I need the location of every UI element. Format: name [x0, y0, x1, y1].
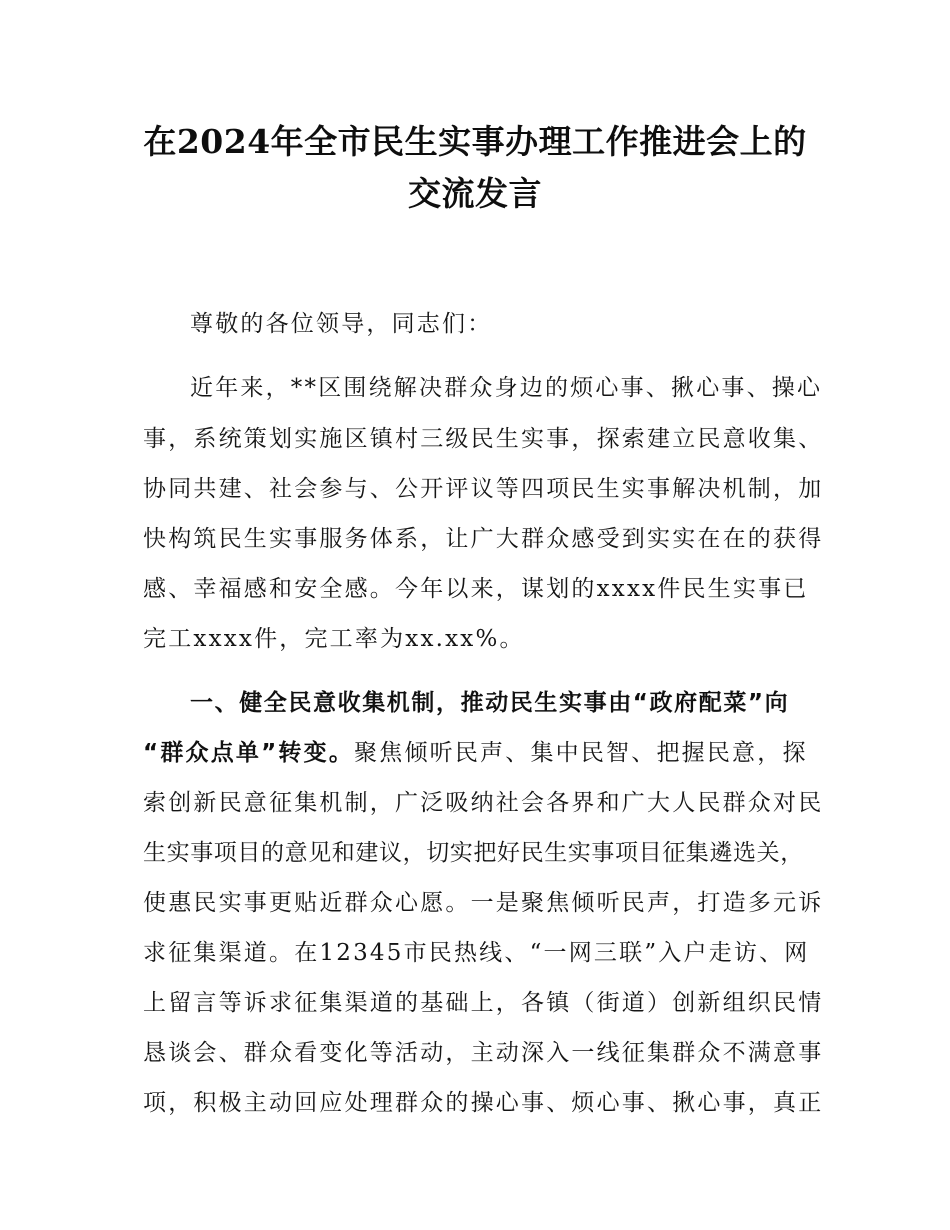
section1-line-9: 项，积极主动回应处理群众的操心事、烦心事、揪心事，真正 [143, 1090, 824, 1116]
section1-line-7: 上留言等诉求征集渠道的基础上，各镇（街道）创新组织民情 [143, 990, 824, 1016]
intro-line-1: 近年来，**区围绕解决群众身边的烦心事、揪心事、操心 [190, 375, 823, 401]
intro-line-6: 完工xxxx件，完工率为xx.xx%。 [143, 626, 525, 652]
document-title-line-2: 交流发言 [408, 174, 542, 213]
section1-line-4: 生实事项目的意见和建议，切实把好民生实事项目征集遴选关， [143, 840, 804, 866]
section1-line-3: 索创新民意征集机制，广泛吸纳社会各界和广大人民群众对民 [143, 790, 824, 816]
salutation: 尊敬的各位领导，同志们： [190, 311, 493, 337]
intro-line-5: 感、幸福感和安全感。今年以来，谋划的xxxx件民生实事已 [143, 576, 809, 602]
section1-line-5: 使惠民实事更贴近群众心愿。一是聚焦倾听民声，打造多元诉 [143, 890, 824, 916]
section1-line-6: 求征集渠道。在12345市民热线、“一网三联”入户走访、网 [143, 940, 810, 966]
section1-line-8: 恳谈会、群众看变化等活动，主动深入一线征集群众不满意事 [143, 1040, 824, 1066]
intro-line-2: 事，系统策划实施区镇村三级民生实事，探索建立民意收集、 [143, 426, 824, 452]
section1-heading-line-1: 一、健全民意收集机制，推动民生实事由“政府配菜”向 [190, 690, 790, 716]
section1-heading-line-2: “群众点单”转变。 [143, 740, 355, 766]
section1-line-2 [143, 738, 808, 768]
intro-line-3: 协同共建、社会参与、公开评议等四项民生实事解决机制，加 [143, 476, 824, 502]
section1-line-2-text: 聚焦倾听民声、集中民智、把握民意，探 [354, 740, 808, 766]
intro-line-4: 快构筑民生实事服务体系，让广大群众感受到实实在在的获得 [143, 526, 824, 552]
document-title-line-1: 在2024年全市民生实事办理工作推进会上的 [143, 122, 807, 161]
